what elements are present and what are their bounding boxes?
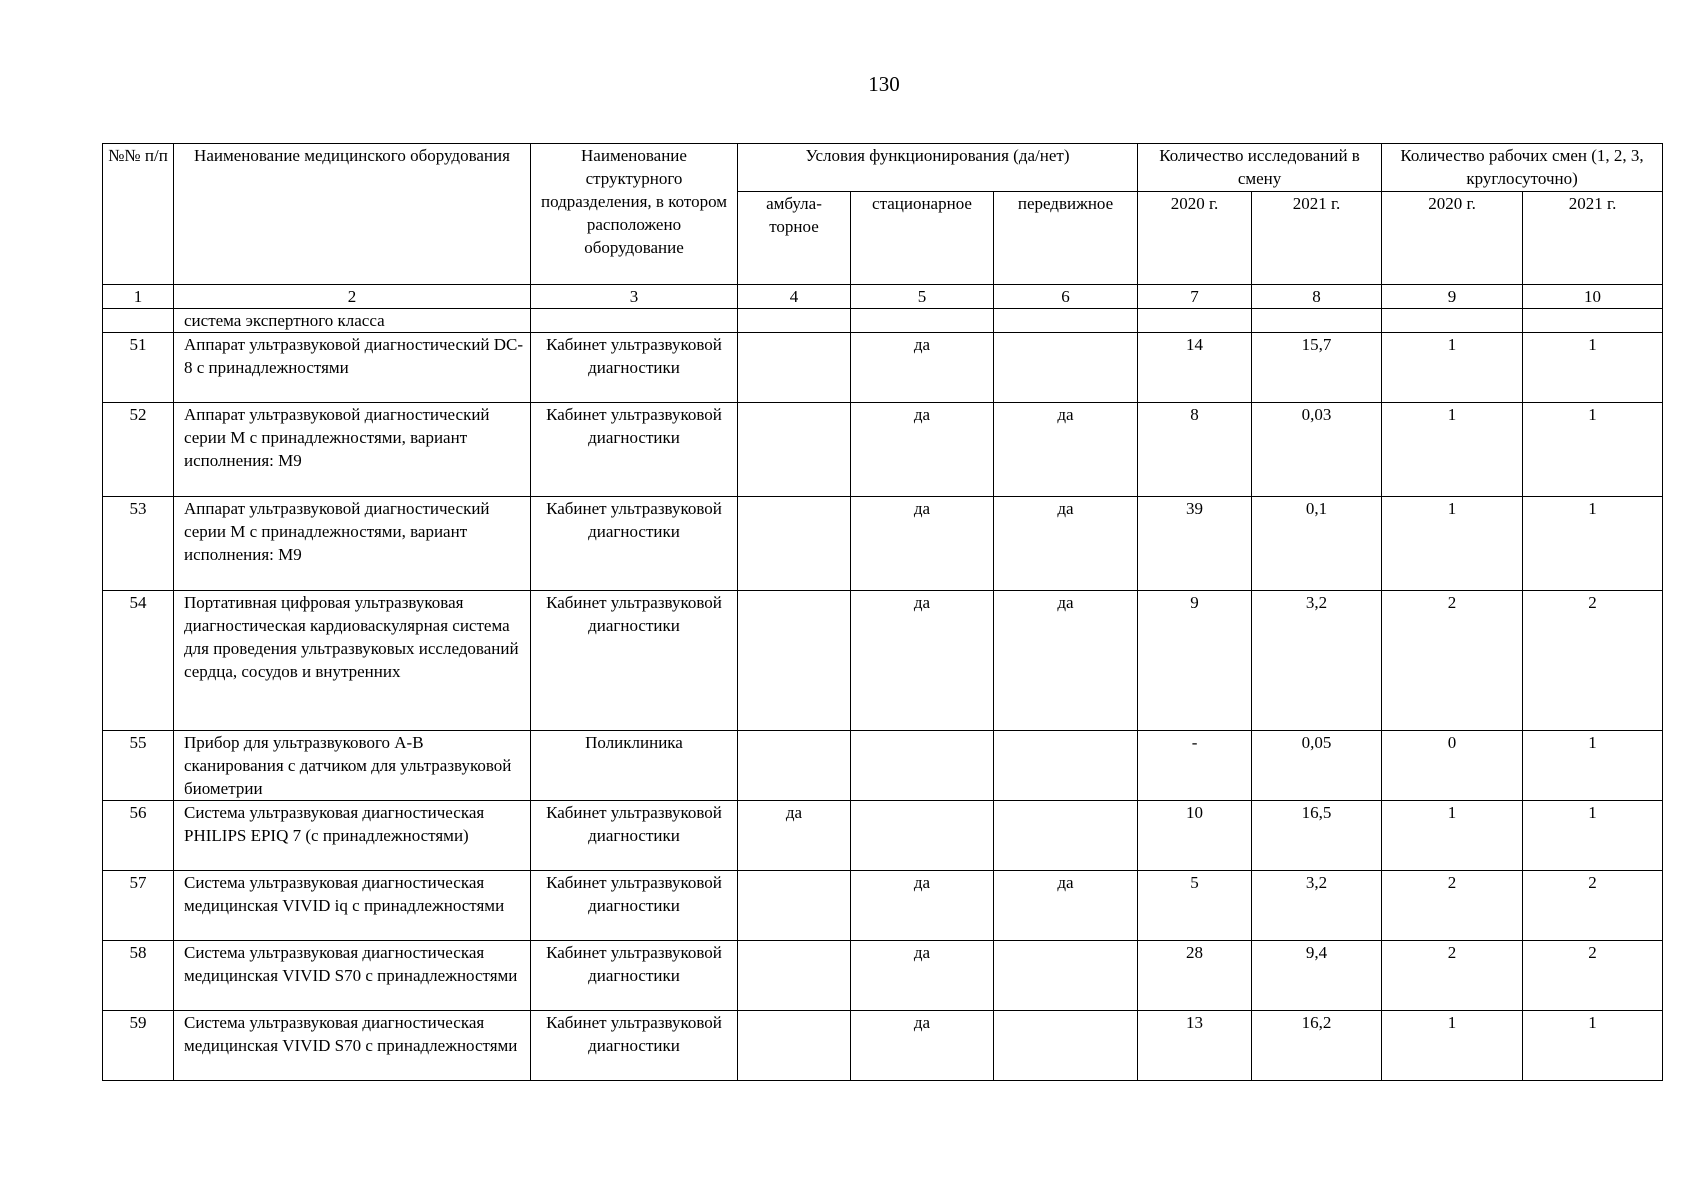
inpatient-value: да: [851, 1011, 994, 1081]
department: Поликлиника: [531, 731, 738, 801]
page-number: 130: [868, 72, 900, 96]
department: Кабинет ультразвуковой диагностики: [531, 1011, 738, 1081]
inpatient-value: да: [851, 871, 994, 941]
shifts-2020-value: 2: [1382, 941, 1523, 1011]
shifts-2020-value: 1: [1382, 403, 1523, 497]
shifts-2021-value: 1: [1523, 333, 1663, 403]
header-shifts-2021: 2021 г.: [1523, 192, 1663, 285]
studies-2020-value: 5: [1138, 871, 1252, 941]
row-number: 55: [103, 731, 174, 801]
table-header: [103, 144, 1663, 309]
department: Кабинет ультразвуковой диагностики: [531, 801, 738, 871]
table-row: [103, 333, 1663, 403]
studies-2020-value: 8: [1138, 403, 1252, 497]
shifts-2020-value: 1: [1382, 497, 1523, 591]
inpatient-value: [851, 801, 994, 871]
row-number: [103, 309, 174, 333]
header-studies-2020: 2020 г.: [1138, 192, 1252, 285]
studies-2021-value: 0,03: [1252, 403, 1382, 497]
ambulatory-value: [738, 871, 851, 941]
equipment-name: Система ультразвуковая диагностическая PHILIPS EPIQ 7 (с принадлежностями): [174, 801, 531, 871]
mobile-value: да: [994, 871, 1138, 941]
header-num: №№ п/п: [103, 144, 174, 285]
inpatient-value: [851, 309, 994, 333]
shifts-2021-value: 2: [1523, 941, 1663, 1011]
equipment-name: Система ультразвуковая диагностическая медицинская VIVID iq с принадлежностями: [174, 871, 531, 941]
shifts-2020-value: 2: [1382, 871, 1523, 941]
studies-2020-value: 14: [1138, 333, 1252, 403]
shifts-2020-value: 1: [1382, 333, 1523, 403]
column-number: 5: [851, 285, 994, 309]
row-number: 57: [103, 871, 174, 941]
department: Кабинет ультразвуковой диагностики: [531, 941, 738, 1011]
column-numbers-row: [103, 285, 1663, 309]
row-number: 56: [103, 801, 174, 871]
inpatient-value: [851, 731, 994, 801]
mobile-value: [994, 309, 1138, 333]
mobile-value: [994, 333, 1138, 403]
studies-2021-value: 3,2: [1252, 591, 1382, 731]
ambulatory-value: [738, 497, 851, 591]
table-row: [103, 731, 1663, 801]
studies-2020-value: 10: [1138, 801, 1252, 871]
mobile-value: [994, 801, 1138, 871]
shifts-2021-value: 1: [1523, 403, 1663, 497]
header-conditions: Условия функционирования (да/нет): [738, 144, 1138, 192]
column-number: 2: [174, 285, 531, 309]
studies-2021-value: 16,5: [1252, 801, 1382, 871]
inpatient-value: да: [851, 941, 994, 1011]
studies-2020-value: 13: [1138, 1011, 1252, 1081]
shifts-2021-value: 1: [1523, 497, 1663, 591]
mobile-value: да: [994, 497, 1138, 591]
equipment-name: система экспертного класса: [174, 309, 531, 333]
mobile-value: [994, 941, 1138, 1011]
ambulatory-value: [738, 731, 851, 801]
header-equipment-name: Наименование медицинского оборудования: [174, 144, 531, 285]
table-row: [103, 403, 1663, 497]
shifts-2021-value: 2: [1523, 871, 1663, 941]
equipment-table: [102, 143, 1663, 1081]
inpatient-value: да: [851, 403, 994, 497]
department: Кабинет ультразвуковой диагностики: [531, 591, 738, 731]
department: Кабинет ультразвуковой диагностики: [531, 403, 738, 497]
shifts-2021-value: 1: [1523, 1011, 1663, 1081]
equipment-name: Система ультразвуковая диагностическая медицинская VIVID S70 с принадлежностями: [174, 941, 531, 1011]
studies-2021-value: 0,05: [1252, 731, 1382, 801]
header-shifts-2020: 2020 г.: [1382, 192, 1523, 285]
header-work-shifts: Количество рабочих смен (1, 2, 3, круглосуточно): [1382, 144, 1663, 192]
shifts-2020-value: 2: [1382, 591, 1523, 731]
header-studies-2021: 2021 г.: [1252, 192, 1382, 285]
table-body: [103, 309, 1663, 1081]
equipment-name: Прибор для ультразвукового А-В сканирования с датчиком для ультразвуковой биометрии: [174, 731, 531, 801]
table-row: [103, 871, 1663, 941]
inpatient-value: да: [851, 497, 994, 591]
ambulatory-value: [738, 333, 851, 403]
column-number: 7: [1138, 285, 1252, 309]
shifts-2020-value: [1382, 309, 1523, 333]
department: Кабинет ультразвуковой диагностики: [531, 871, 738, 941]
table-row: [103, 309, 1663, 333]
equipment-name: Портативная цифровая ультразвуковая диагностическая кардиоваскулярная система для проведения ультразвуковых исследований сердца, сосудов и внутренних: [174, 591, 531, 731]
studies-2021-value: 16,2: [1252, 1011, 1382, 1081]
table-row: [103, 801, 1663, 871]
inpatient-value: да: [851, 333, 994, 403]
column-number: 8: [1252, 285, 1382, 309]
table-row: [103, 497, 1663, 591]
column-number: 1: [103, 285, 174, 309]
table-row: [103, 1011, 1663, 1081]
studies-2021-value: 0,1: [1252, 497, 1382, 591]
ambulatory-value: [738, 403, 851, 497]
studies-2020-value: -: [1138, 731, 1252, 801]
row-number: 54: [103, 591, 174, 731]
ambulatory-value: [738, 1011, 851, 1081]
table-row: [103, 591, 1663, 731]
row-number: 51: [103, 333, 174, 403]
equipment-name: Аппарат ультразвуковой диагностический серии М с принадлежностями, вариант исполнения: М9: [174, 403, 531, 497]
column-number: 3: [531, 285, 738, 309]
row-number: 53: [103, 497, 174, 591]
shifts-2020-value: 1: [1382, 1011, 1523, 1081]
studies-2020-value: 9: [1138, 591, 1252, 731]
equipment-name: Система ультразвуковая диагностическая медицинская VIVID S70 с принадлежностями: [174, 1011, 531, 1081]
shifts-2021-value: [1523, 309, 1663, 333]
studies-2020-value: [1138, 309, 1252, 333]
column-number: 9: [1382, 285, 1523, 309]
column-number: 10: [1523, 285, 1663, 309]
row-number: 58: [103, 941, 174, 1011]
header-mobile: передвижное: [994, 192, 1138, 285]
header-inpatient: стационарное: [851, 192, 994, 285]
mobile-value: да: [994, 403, 1138, 497]
equipment-name: Аппарат ультразвуковой диагностический DC-8 с принадлежностями: [174, 333, 531, 403]
studies-2021-value: 15,7: [1252, 333, 1382, 403]
column-number: 4: [738, 285, 851, 309]
table-row: [103, 941, 1663, 1011]
department: Кабинет ультразвуковой диагностики: [531, 497, 738, 591]
mobile-value: [994, 1011, 1138, 1081]
row-number: 59: [103, 1011, 174, 1081]
shifts-2021-value: 2: [1523, 591, 1663, 731]
header-studies-per-shift: Количество исследований в смену: [1138, 144, 1382, 192]
row-number: 52: [103, 403, 174, 497]
ambulatory-value: [738, 941, 851, 1011]
shifts-2021-value: 1: [1523, 731, 1663, 801]
ambulatory-value: да: [738, 801, 851, 871]
mobile-value: [994, 731, 1138, 801]
ambulatory-value: [738, 591, 851, 731]
studies-2020-value: 39: [1138, 497, 1252, 591]
studies-2021-value: [1252, 309, 1382, 333]
shifts-2021-value: 1: [1523, 801, 1663, 871]
department: Кабинет ультразвуковой диагностики: [531, 333, 738, 403]
studies-2020-value: 28: [1138, 941, 1252, 1011]
studies-2021-value: 3,2: [1252, 871, 1382, 941]
header-ambulatory: амбула-торное: [738, 192, 851, 285]
column-number: 6: [994, 285, 1138, 309]
equipment-name: Аппарат ультразвуковой диагностический серии М с принадлежностями, вариант исполнения: М9: [174, 497, 531, 591]
inpatient-value: да: [851, 591, 994, 731]
mobile-value: да: [994, 591, 1138, 731]
studies-2021-value: 9,4: [1252, 941, 1382, 1011]
ambulatory-value: [738, 309, 851, 333]
header-department: Наименование структурного подразделения, в котором расположено оборудование: [531, 144, 738, 285]
department: [531, 309, 738, 333]
shifts-2020-value: 1: [1382, 801, 1523, 871]
shifts-2020-value: 0: [1382, 731, 1523, 801]
